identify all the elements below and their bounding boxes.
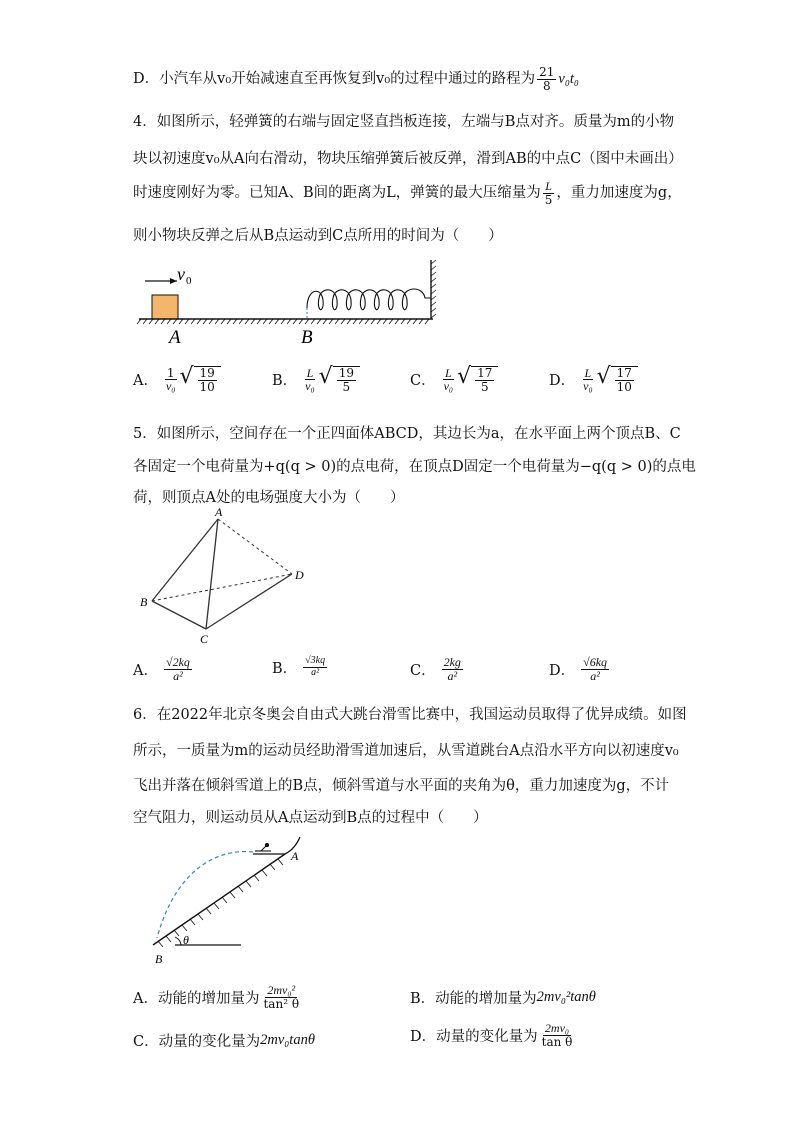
q6-option-c[interactable]: C．动量的变化量为 2mv₀tanθ: [133, 1032, 315, 1050]
q4-stem-line-4: 则小物块反弹之后从B点运动到C点所用的时间为（ ）: [133, 228, 503, 244]
q6-point-a: A: [291, 849, 299, 863]
q4-stem-line-3: 时速度刚好为零。已知A、B间的距离为L，弹簧的最大压缩量为 $\frac{L}{5}$ ，重力加速度为g，: [133, 179, 682, 207]
q6-stem-line-2: 所示，一质量为m的运动员经助滑雪道加速后，从雪道跳台A点沿水平方向以初速度v₀: [133, 743, 679, 759]
q4-option-a[interactable]: A． $\frac{1}{\text{v₀}}$ √ $\frac{19}{10}$: [133, 366, 221, 393]
skier-icon: [255, 843, 271, 851]
q6-angle-theta: θ: [183, 933, 189, 947]
q4-option-b[interactable]: B． $\frac{L}{\text{v₀}}$ √ $\frac{19}{5}$: [272, 366, 360, 393]
q3-option-d-fraction: $\frac{21}{8}$: [539, 65, 555, 93]
q5-tetrahedron-figure: [135, 505, 315, 645]
q6-option-d[interactable]: D．动量的变化量为 $\frac{\text{2mv₀}}{\text{tan θ}}$: [410, 1021, 573, 1049]
q4-spring-figure: [135, 258, 445, 348]
q3-option-d: D．小汽车从v₀开始减速直至再恢复到v₀的过程中通过的路程为 $\frac{21}{8}$ v₀t₀: [133, 65, 579, 93]
q6-stem-line-1: 6．在2022年北京冬奥会自由式大跳台滑雪比赛中，我国运动员取得了优异成绩。如图: [133, 707, 687, 723]
q6-stem-line-3: 飞出并落在倾斜雪道上的B点，倾斜雪道与水平面的夹角为θ，重力加速度为g，不计: [133, 778, 670, 794]
q5-option-a[interactable]: A． $\frac{√2kq}{\text{a²}}$: [133, 655, 190, 683]
q5-option-b[interactable]: B． $\frac{√3kq}{\text{a²}}$: [272, 655, 326, 678]
q4-stem-line-2: 块以初速度v₀从A向右滑动，物块压缩弹簧后被反弹，滑到AB的中点C（图中未画出）: [133, 151, 683, 167]
q4-point-b: B: [301, 327, 313, 348]
q5-stem-line-1: 5．如图所示，空间存在一个正四面体ABCD，其边长为a，在水平面上两个顶点B、C: [133, 426, 681, 442]
q5-stem-line-3: 荷，则顶点A处的电场强度大小为（ ）: [133, 490, 405, 506]
q5-option-c[interactable]: C． $\frac{2kg}{\text{a²}}$: [410, 655, 461, 683]
q4-v0-subscript: 0: [186, 275, 192, 287]
q5-vertex-d: D: [295, 568, 304, 582]
q5-stem-line-2: 各固定一个电荷量为+q(q > 0)的点电荷，在顶点D固定一个电荷量为−q(q > 0)的点电: [133, 459, 696, 475]
q5-vertex-c: C: [200, 632, 209, 645]
q6-point-b: B: [155, 952, 163, 966]
q4-spring: [307, 289, 431, 310]
q4-compression-fraction: $\frac{L}{5}$: [544, 179, 553, 207]
q6-stem-line-4: 空气阻力，则运动员从A点运动到B点的过程中（ ）: [133, 810, 488, 826]
q4-stem-line-1: 4．如图所示，轻弹簧的右端与固定竖直挡板连接，左端与B点对齐。质量为m的小物: [133, 114, 675, 130]
q4-option-c[interactable]: C． $\frac{L}{\text{v₀}}$ √ $\frac{17}{5}$: [410, 366, 498, 393]
q5-option-d[interactable]: D． $\frac{√6kq}{\text{a²}}$: [549, 655, 608, 683]
q4-block: [152, 295, 178, 319]
q6-option-b[interactable]: B．动能的增加量为 2mv₀²tanθ: [410, 989, 596, 1007]
q6-option-a[interactable]: A．动能的增加量为 $\frac{\text{2mv₀²}}{\text{tan² θ}}$: [133, 983, 300, 1011]
q5-vertex-b: B: [140, 595, 148, 609]
q6-ski-jump-figure: [135, 832, 345, 972]
q4-point-a: A: [169, 327, 181, 348]
q4-option-d[interactable]: D． $\frac{L}{\text{v₀}}$ √ $\frac{17}{10}$: [549, 366, 638, 393]
q4-v0-label: v: [177, 264, 185, 284]
q5-vertex-a: A: [215, 505, 223, 519]
